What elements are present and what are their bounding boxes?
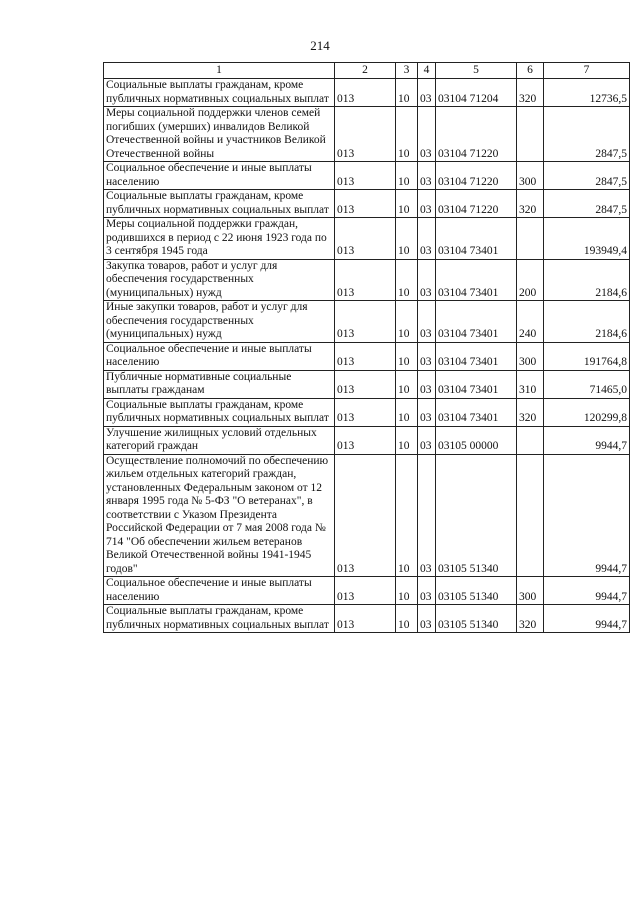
table-row: [104, 605, 630, 633]
row-admin-code-cell: 013: [335, 259, 396, 301]
table-row: [104, 577, 630, 605]
row-subsection-cell: 03: [418, 454, 436, 577]
row-subsection-cell: 03: [418, 259, 436, 301]
row-target-article-cell: 03104 73401: [436, 342, 517, 370]
table-row: [104, 190, 630, 218]
row-subsection-cell: 03: [418, 370, 436, 398]
header-col-6: 6: [517, 63, 544, 79]
row-name-cell: Публичные нормативные социальные выплаты гражданам: [104, 370, 335, 398]
row-amount-cell: 120299,8: [544, 398, 630, 426]
row-target-article-cell: 03104 73401: [436, 259, 517, 301]
row-target-article-cell: 03104 71204: [436, 79, 517, 107]
row-subsection-cell: 03: [418, 426, 436, 454]
row-expense-type-cell: 310: [517, 370, 544, 398]
header-col-1: 1: [104, 63, 335, 79]
row-admin-code-cell: 013: [335, 370, 396, 398]
row-section-cell: 10: [396, 605, 418, 633]
row-section-cell: 10: [396, 162, 418, 190]
row-amount-cell: 2184,6: [544, 259, 630, 301]
row-expense-type-cell: 320: [517, 79, 544, 107]
row-expense-type-cell: [517, 426, 544, 454]
row-target-article-cell: 03105 51340: [436, 454, 517, 577]
row-name-cell: Социальные выплаты гражданам, кроме публичных нормативных социальных выплат: [104, 190, 335, 218]
row-subsection-cell: 03: [418, 301, 436, 343]
row-name-cell: Социальные выплаты гражданам, кроме публичных нормативных социальных выплат: [104, 79, 335, 107]
row-target-article-cell: 03104 73401: [436, 398, 517, 426]
row-amount-cell: 9944,7: [544, 426, 630, 454]
row-amount-cell: 2184,6: [544, 301, 630, 343]
table-row: [104, 218, 630, 260]
row-amount-cell: 193949,4: [544, 218, 630, 260]
row-amount-cell: 2847,5: [544, 190, 630, 218]
row-section-cell: 10: [396, 190, 418, 218]
row-expense-type-cell: 320: [517, 605, 544, 633]
row-admin-code-cell: 013: [335, 426, 396, 454]
row-name-cell: Социальное обеспечение и иные выплаты населению: [104, 577, 335, 605]
row-target-article-cell: 03104 73401: [436, 301, 517, 343]
header-col-4: 4: [418, 63, 436, 79]
row-section-cell: 10: [396, 577, 418, 605]
budget-table: [103, 62, 630, 633]
row-name-cell: Осуществление полномочий по обеспечению жильем отдельных категорий граждан, установленных Федеральным законом от 12 января 1995 года № 5-ФЗ "О ветеранах", в соответствии с Указом Президента Российской Федерации от 7 мая 2008 года № 714 "Об обеспечении жильем ветеранов Великой Отечественной войны 1941-1945 годов": [104, 454, 335, 577]
row-target-article-cell: 03104 71220: [436, 107, 517, 162]
row-expense-type-cell: 300: [517, 162, 544, 190]
row-target-article-cell: 03104 71220: [436, 162, 517, 190]
row-section-cell: 10: [396, 398, 418, 426]
row-amount-cell: 71465,0: [544, 370, 630, 398]
table-row: [104, 454, 630, 577]
row-amount-cell: 9944,7: [544, 605, 630, 633]
row-admin-code-cell: 013: [335, 605, 396, 633]
row-target-article-cell: 03104 73401: [436, 370, 517, 398]
row-name-cell: Социальное обеспечение и иные выплаты населению: [104, 162, 335, 190]
row-subsection-cell: 03: [418, 162, 436, 190]
table-header: [104, 63, 630, 79]
row-admin-code-cell: 013: [335, 162, 396, 190]
row-subsection-cell: 03: [418, 79, 436, 107]
row-admin-code-cell: 013: [335, 454, 396, 577]
table-row: [104, 370, 630, 398]
header-col-5: 5: [436, 63, 517, 79]
row-expense-type-cell: 200: [517, 259, 544, 301]
row-expense-type-cell: [517, 218, 544, 260]
row-expense-type-cell: 320: [517, 398, 544, 426]
row-expense-type-cell: 300: [517, 342, 544, 370]
table-row: [104, 342, 630, 370]
table-body: [104, 79, 630, 633]
row-target-article-cell: 03105 51340: [436, 577, 517, 605]
row-subsection-cell: 03: [418, 577, 436, 605]
row-name-cell: Социальные выплаты гражданам, кроме публичных нормативных социальных выплат: [104, 605, 335, 633]
row-name-cell: Улучшение жилищных условий отдельных категорий граждан: [104, 426, 335, 454]
row-name-cell: Иные закупки товаров, работ и услуг для обеспечения государственных (муниципальных) нужд: [104, 301, 335, 343]
row-name-cell: Меры социальной поддержки членов семей погибших (умерших) инвалидов Великой Отечественной войны и участников Великой Отечественной войны: [104, 107, 335, 162]
header-row: [104, 63, 630, 79]
row-admin-code-cell: 013: [335, 190, 396, 218]
header-col-3: 3: [396, 63, 418, 79]
row-section-cell: 10: [396, 454, 418, 577]
row-admin-code-cell: 013: [335, 218, 396, 260]
row-section-cell: 10: [396, 259, 418, 301]
row-admin-code-cell: 013: [335, 398, 396, 426]
row-section-cell: 10: [396, 370, 418, 398]
row-amount-cell: 9944,7: [544, 577, 630, 605]
row-expense-type-cell: [517, 454, 544, 577]
table-row: [104, 426, 630, 454]
header-col-7: 7: [544, 63, 630, 79]
row-expense-type-cell: 300: [517, 577, 544, 605]
row-name-cell: Меры социальной поддержки граждан, родившихся в период с 22 июня 1923 года по 3 сентября 1945 года: [104, 218, 335, 260]
header-col-2: 2: [335, 63, 396, 79]
table-row: [104, 398, 630, 426]
row-subsection-cell: 03: [418, 342, 436, 370]
row-name-cell: Социальное обеспечение и иные выплаты населению: [104, 342, 335, 370]
row-section-cell: 10: [396, 301, 418, 343]
row-amount-cell: 2847,5: [544, 162, 630, 190]
table-row: [104, 259, 630, 301]
table-row: [104, 301, 630, 343]
row-amount-cell: 191764,8: [544, 342, 630, 370]
table-row: [104, 107, 630, 162]
row-subsection-cell: 03: [418, 107, 436, 162]
row-target-article-cell: 03105 51340: [436, 605, 517, 633]
row-admin-code-cell: 013: [335, 342, 396, 370]
row-subsection-cell: 03: [418, 398, 436, 426]
row-admin-code-cell: 013: [335, 577, 396, 605]
row-expense-type-cell: [517, 107, 544, 162]
row-section-cell: 10: [396, 426, 418, 454]
page-number: 214: [310, 38, 330, 53]
row-name-cell: Социальные выплаты гражданам, кроме публичных нормативных социальных выплат: [104, 398, 335, 426]
table-row: [104, 79, 630, 107]
row-target-article-cell: 03105 00000: [436, 426, 517, 454]
row-admin-code-cell: 013: [335, 301, 396, 343]
row-section-cell: 10: [396, 218, 418, 260]
row-admin-code-cell: 013: [335, 107, 396, 162]
row-section-cell: 10: [396, 107, 418, 162]
row-amount-cell: 12736,5: [544, 79, 630, 107]
row-name-cell: Закупка товаров, работ и услуг для обеспечения государственных (муниципальных) нужд: [104, 259, 335, 301]
row-expense-type-cell: 240: [517, 301, 544, 343]
row-admin-code-cell: 013: [335, 79, 396, 107]
row-subsection-cell: 03: [418, 605, 436, 633]
row-subsection-cell: 03: [418, 218, 436, 260]
row-expense-type-cell: 320: [517, 190, 544, 218]
row-subsection-cell: 03: [418, 190, 436, 218]
table-row: [104, 162, 630, 190]
row-section-cell: 10: [396, 342, 418, 370]
row-target-article-cell: 03104 71220: [436, 190, 517, 218]
row-target-article-cell: 03104 73401: [436, 218, 517, 260]
row-amount-cell: 2847,5: [544, 107, 630, 162]
row-amount-cell: 9944,7: [544, 454, 630, 577]
row-section-cell: 10: [396, 79, 418, 107]
